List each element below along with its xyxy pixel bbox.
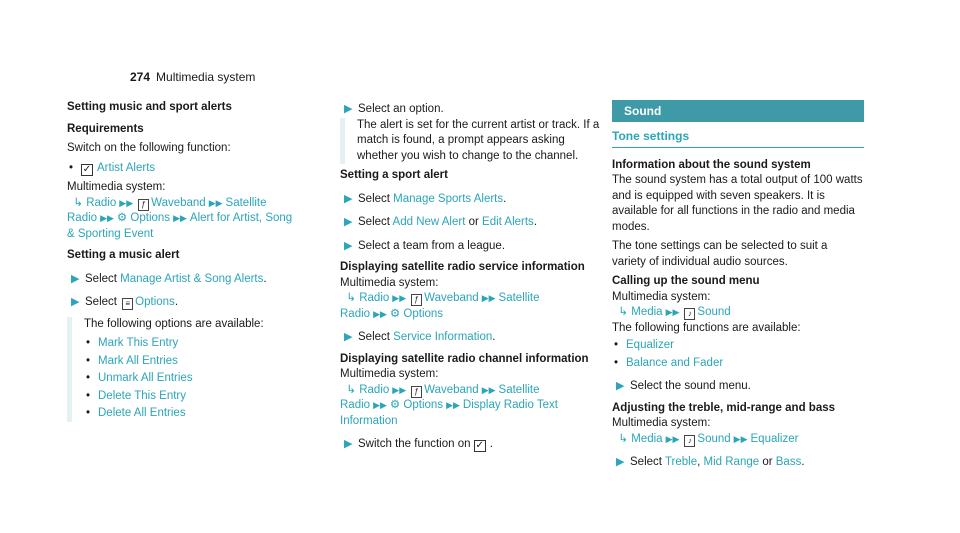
column-3 [612, 100, 864, 477]
bullet-icon: • [86, 407, 91, 419]
step-sport-3 [340, 239, 602, 255]
bullet-icon: • [86, 354, 91, 367]
multimedia-system-label: Multimedia system: [612, 417, 711, 429]
manage-artist-song-alerts: Manage Artist & Song Alerts [120, 272, 264, 285]
path-arrow-icon: ▶▶ [446, 400, 460, 410]
tone-info-text: The tone settings can be selected to suit a variety of individual audio sources. [612, 240, 828, 268]
step-arrow-icon: ▶ [344, 192, 353, 205]
step-desc-box [340, 118, 602, 165]
page-header [130, 70, 255, 84]
waveband-icon: ƒ [411, 294, 422, 306]
step-text: Switch the function on [358, 438, 471, 450]
heading-sport-alert: Setting a sport alert [340, 169, 448, 181]
step-text: Select the sound menu. [630, 380, 751, 392]
section-band: Sound [612, 100, 864, 122]
menu-path [612, 305, 864, 321]
step-select-sound-menu [612, 379, 864, 395]
option-delete-all-entries: Delete All Entries [98, 407, 186, 419]
step-punct: . [263, 272, 267, 285]
functions-available-text: The following functions are available: [612, 321, 801, 334]
list-item [84, 406, 299, 422]
options-list-box [67, 317, 299, 422]
step-text: Select [630, 456, 665, 468]
path-arrow-icon: ▶▶ [733, 433, 748, 444]
sound-icon: ♪ [684, 435, 695, 447]
func-balance-fader: Balance and Fader [626, 356, 724, 369]
option-mark-this-entry: Mark This Entry [98, 337, 179, 349]
step-service-info [340, 330, 602, 346]
options-link: Options [135, 296, 175, 308]
path-options: Options [130, 212, 171, 224]
path-media: Media [631, 432, 663, 445]
bullet-icon: • [86, 372, 91, 384]
step-punct: . [801, 456, 805, 468]
path-radio: Radio [86, 196, 117, 209]
step-2 [67, 295, 299, 311]
step-sport-2 [340, 215, 602, 231]
path-start-icon: ↳ [340, 292, 357, 304]
step-switch-on: ▶ Switch the function on ✓ . [344, 438, 493, 451]
list-item [84, 336, 299, 352]
heading-music-sport-alerts: Setting music and sport alerts [67, 101, 232, 113]
bass-link: Bass [775, 456, 802, 468]
step-arrow-icon: ▶ [344, 216, 353, 228]
path-display-radio-text: Display Radio Text Information [340, 399, 558, 427]
list-item [612, 338, 864, 354]
section-title: Tone settings [612, 129, 864, 148]
path-start-icon: ↳ [67, 196, 84, 209]
menu-path [67, 196, 299, 243]
step-arrow-icon: ▶ [344, 438, 353, 450]
bullet-icon: • [614, 356, 619, 369]
gear-icon: ⚙ [389, 307, 401, 320]
path-arrow-icon: ▶▶ [173, 213, 187, 223]
multimedia-system-label: Multimedia system: [612, 290, 711, 303]
step-text: or [759, 456, 776, 468]
path-waveband: Waveband [151, 196, 206, 209]
list-item [84, 389, 299, 405]
step-select-option [340, 102, 602, 118]
path-arrow-icon: ▶▶ [481, 293, 496, 303]
options-desc: The following options are available: [84, 317, 264, 330]
path-satellite-radio: Satellite Radio [67, 196, 267, 224]
bullet-icon: • [86, 337, 91, 349]
path-start-icon: ↳ [612, 432, 629, 445]
path-options: Options [403, 307, 444, 320]
step-punct: . [174, 296, 179, 308]
multimedia-system-label: Multimedia system: [340, 368, 439, 380]
step-arrow-icon: ▶ [344, 103, 353, 115]
path-options: Options [403, 399, 444, 411]
artist-alerts-link: Artist Alerts [97, 161, 156, 174]
option-mark-all-entries: Mark All Entries [98, 354, 178, 367]
multimedia-system-label: Multimedia system: [340, 276, 439, 289]
menu-path [340, 291, 602, 322]
list-item [612, 356, 864, 372]
step-punct: . [533, 216, 538, 228]
alert-description: The alert is set for the current artist or track. If a match is found, a prompt appears asking whether you wish to change to the channel. [357, 118, 600, 162]
option-unmark-all-entries: Unmark All Entries [98, 372, 193, 384]
column-2 [340, 100, 602, 459]
service-information: Service Information [393, 331, 493, 343]
checkbox-checked-icon: ✓ [82, 163, 92, 175]
step-punct: . [492, 331, 496, 343]
mid-range-link: Mid Range [703, 456, 760, 468]
treble-link: Treble [664, 456, 698, 468]
step-text: or [465, 216, 483, 228]
multimedia-system-label: Multimedia system: [67, 181, 166, 193]
menu-path [612, 432, 864, 448]
step-arrow-icon: ▶ [344, 239, 353, 252]
waveband-icon: ƒ [411, 386, 422, 398]
path-arrow-icon: ▶▶ [208, 197, 223, 208]
path-media: Media [631, 306, 663, 318]
step-arrow-icon: ▶ [616, 380, 625, 392]
list-item [84, 371, 299, 387]
path-radio: Radio [359, 292, 390, 304]
path-arrow-icon: ▶▶ [665, 433, 680, 444]
requirement-item [67, 161, 299, 177]
step-text: Select [85, 296, 121, 308]
edit-alerts: Edit Alerts [482, 216, 534, 228]
step-text: Select [358, 331, 394, 343]
step-punct: . [503, 192, 507, 205]
path-sound: Sound [697, 306, 731, 318]
step-text: Select [85, 272, 121, 285]
list-item [84, 354, 299, 370]
path-satellite-radio: Satellite Radio [340, 383, 540, 411]
step-select-treble [612, 455, 864, 471]
path-arrow-icon: ▶▶ [481, 384, 496, 395]
add-new-alert: Add New Alert [392, 216, 466, 228]
step-arrow-icon: ▶ [344, 331, 353, 343]
path-arrow-icon: ▶▶ [119, 197, 134, 208]
path-radio: Radio [359, 383, 390, 396]
manage-sports-alerts: Manage Sports Alerts [393, 192, 504, 205]
sound-info-text: The sound system has a total output of 100 watts and is equipped with seven speakers. It is available for all functions in the radio and media modes. [612, 174, 863, 233]
step-text: Select a team from a league. [358, 239, 506, 252]
path-arrow-icon: ▶▶ [392, 384, 407, 395]
page-title: Multimedia system [156, 70, 256, 84]
path-start-icon: ↳ [612, 306, 629, 318]
bullet-icon: • [69, 161, 74, 174]
func-equalizer: Equalizer [626, 339, 674, 351]
path-waveband: Waveband [424, 383, 479, 396]
path-arrow-icon: ▶▶ [392, 293, 407, 303]
path-equalizer: Equalizer [750, 432, 799, 445]
heading-satellite-channel: Displaying satellite radio channel information [340, 352, 589, 365]
column-1 [67, 100, 299, 424]
step-1 [67, 272, 299, 288]
heading-call-sound-menu: Calling up the sound menu [612, 275, 760, 287]
step-punct: , [697, 456, 704, 468]
page-number: 274 [130, 70, 151, 84]
checkbox-checked-icon: ✓ [475, 440, 484, 451]
step-text: Select an option. [358, 103, 444, 115]
path-alert-for-artist: Alert for Artist, Song & Sporting Event [67, 212, 293, 240]
option-delete-this-entry: Delete This Entry [98, 389, 186, 402]
waveband-icon: ƒ [138, 199, 149, 211]
step-text: Select [358, 216, 393, 228]
path-arrow-icon: ▶▶ [373, 308, 387, 319]
path-arrow-icon: ▶▶ [373, 400, 387, 410]
heading-music-alert: Setting a music alert [67, 249, 180, 261]
step-text: Select [358, 192, 394, 205]
requirements-text: Switch on the following function: [67, 142, 231, 154]
step-sport-1 [340, 192, 602, 208]
heading-adjust-treble: Adjusting the treble, mid-range and bass [612, 401, 836, 414]
sound-icon: ♪ [684, 308, 695, 320]
menu-path [340, 383, 602, 430]
gear-icon: ⚙ [116, 212, 128, 224]
heading-satellite-service: Displaying satellite radio service information [340, 261, 585, 273]
path-satellite-radio: Satellite Radio [340, 292, 540, 320]
bullet-icon: • [614, 339, 619, 351]
path-arrow-icon: ▶▶ [665, 307, 680, 317]
path-arrow-icon: ▶▶ [100, 213, 114, 223]
path-waveband: Waveband [424, 292, 479, 304]
path-sound: Sound [697, 432, 731, 445]
step-arrow-icon: ▶ [616, 456, 625, 468]
heading-sound-info: Information about the sound system [612, 158, 811, 171]
options-menu-icon: ≡ [122, 298, 133, 310]
step-arrow-icon: ▶ [71, 296, 80, 308]
requirements-label: Requirements [67, 122, 144, 135]
bullet-icon: • [86, 389, 91, 402]
gear-icon: ⚙ [389, 399, 401, 411]
path-start-icon: ↳ [340, 383, 357, 396]
step-arrow-icon: ▶ [71, 272, 80, 285]
